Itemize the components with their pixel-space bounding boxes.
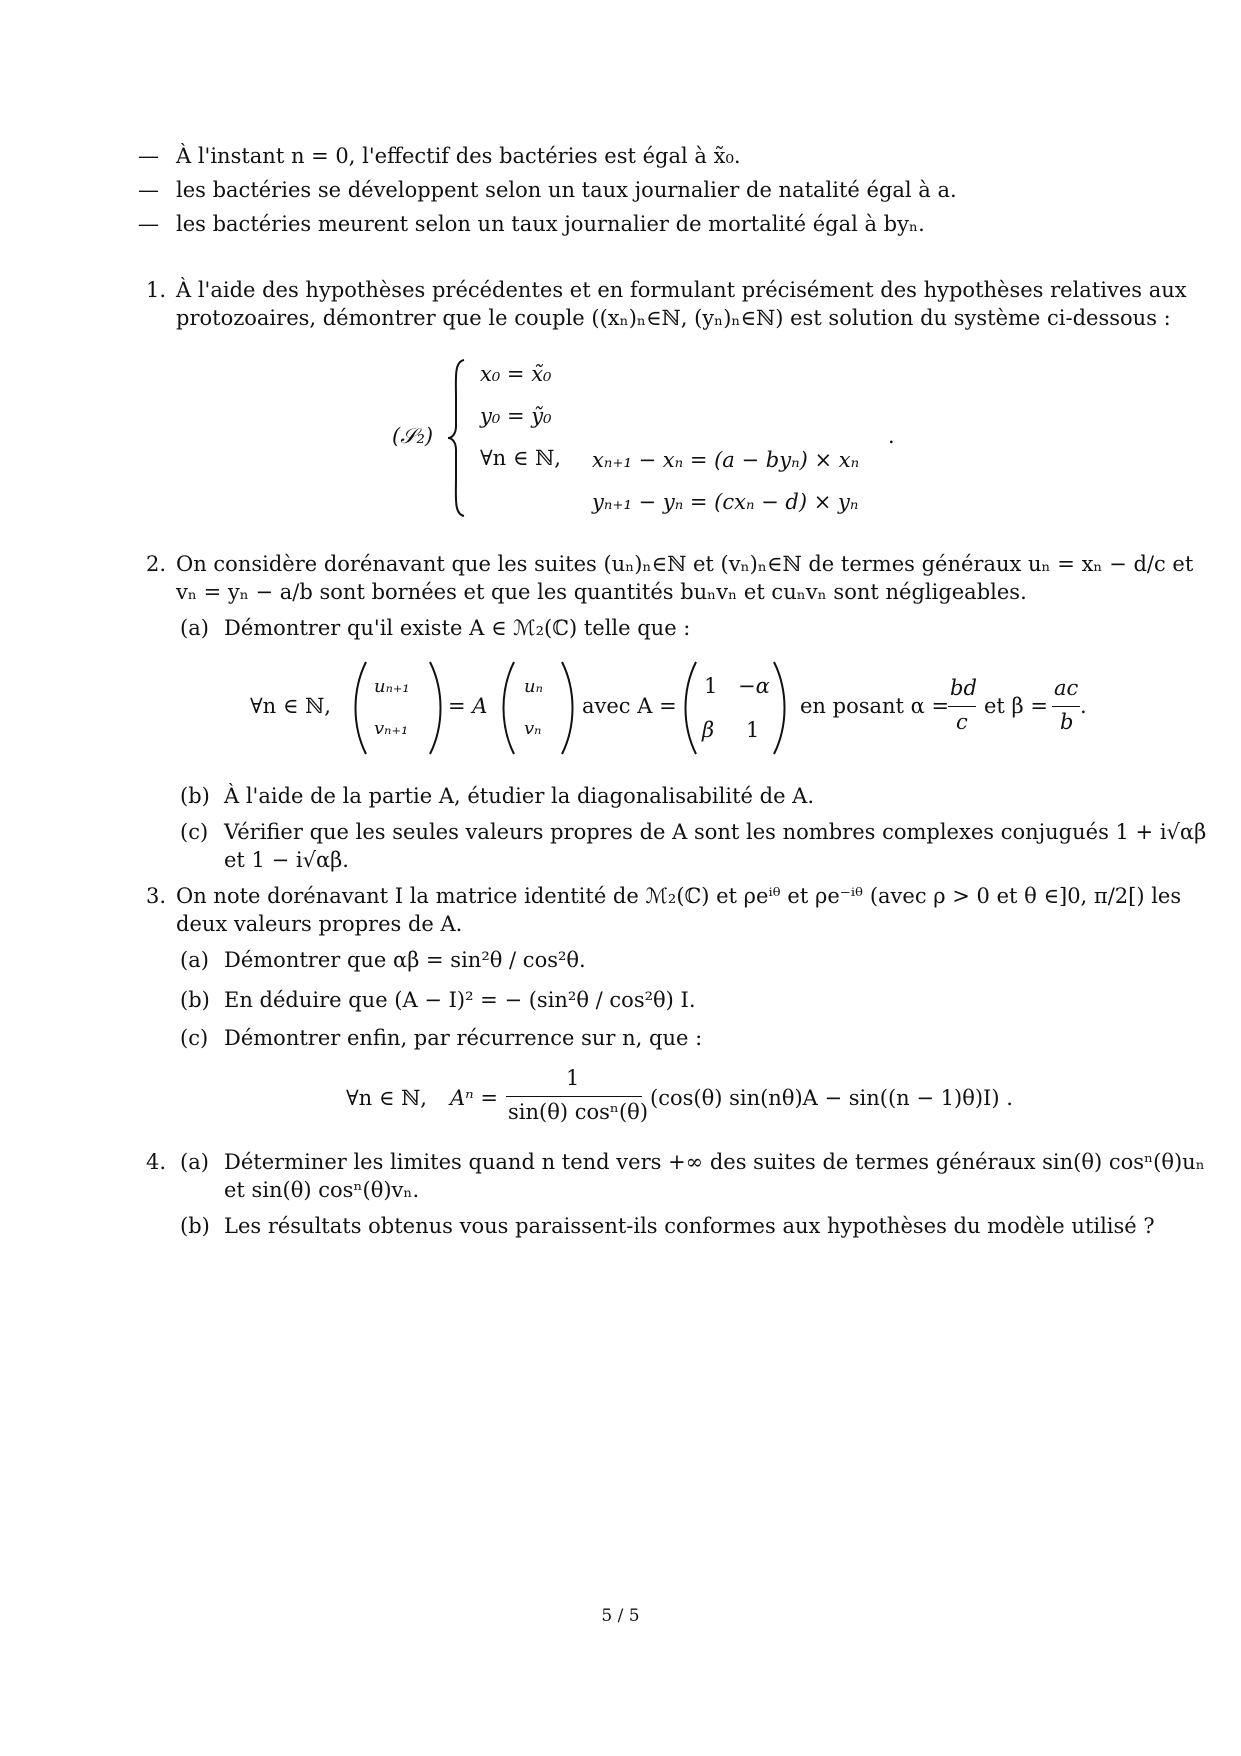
- bullet-item: les bactéries meurent selon un taux journalier de mortalité égal à byₙ.: [176, 212, 925, 236]
- system-line-y-recurrence: yₙ₊₁ − yₙ = (cxₙ − d) × yₙ: [592, 490, 859, 514]
- question-text: On considère dorénavant que les suites (uₙ)ₙ∈ℕ et (vₙ)ₙ∈ℕ de termes généraux uₙ = xₙ − d/c et: [176, 552, 1194, 576]
- bullet-item: À l'instant n = 0, l'effectif des bactéries est égal à x̃₀.: [176, 144, 741, 168]
- matrix-a11: 1: [704, 674, 718, 698]
- question-text: À l'aide des hypothèses précédentes et en formulant précisément des hypothèses relatives aux: [176, 278, 1187, 302]
- subquestion-text: Déterminer les limites quand n tend vers +∞ des suites de termes généraux sin(θ) cosⁿ(θ)uₙ: [224, 1150, 1205, 1174]
- subquestion-label: (c): [180, 820, 209, 844]
- question-number: 4.: [146, 1150, 167, 1174]
- formula-numerator: 1: [566, 1066, 580, 1090]
- system-end-dot: .: [888, 424, 895, 448]
- left-paren: [684, 660, 698, 756]
- formula-denominator: sin(θ) cosⁿ(θ): [508, 1100, 649, 1124]
- question-text: protozoaires, démontrer que le couple ((xₙ)ₙ∈ℕ, (yₙ)ₙ∈ℕ) est solution du système ci-dessous :: [176, 306, 1171, 330]
- subquestion-text: et 1 − i√αβ.: [224, 848, 349, 872]
- formula-forall: ∀n ∈ ℕ,: [346, 1086, 427, 1110]
- system-line-x-recurrence: xₙ₊₁ − xₙ = (a − byₙ) × xₙ: [592, 448, 860, 472]
- formula-lhs: Aⁿ =: [450, 1086, 498, 1110]
- question-text: vₙ = yₙ − a/b sont bornées et que les quantités buₙvₙ et cuₙvₙ sont négligeables.: [176, 580, 1027, 604]
- matrix-a21: β: [702, 718, 715, 742]
- formula-rhs: (cos(θ) sin(nθ)A − sin((n − 1)θ)I) .: [650, 1086, 1013, 1110]
- vec-v: vₙ: [524, 718, 542, 739]
- eq-equals-A: = A: [448, 694, 488, 718]
- left-paren: [502, 660, 516, 756]
- question-number: 3.: [146, 884, 167, 908]
- bullet-item: les bactéries se développent selon un taux journalier de natalité égal à a.: [176, 178, 957, 202]
- alpha-denominator: c: [956, 710, 968, 734]
- question-text: On note dorénavant I la matrice identité de ℳ₂(ℂ) et ρeⁱᶿ et ρe⁻ⁱᶿ (avec ρ > 0 et θ ∈]0, π/2[) les: [176, 884, 1182, 908]
- subquestion-label: (a): [180, 1150, 209, 1174]
- subquestion-label: (b): [180, 1214, 210, 1238]
- left-paren: [354, 660, 368, 756]
- matrix-a22: 1: [746, 718, 760, 742]
- subquestion-text: Démontrer que αβ = sin²θ / cos²θ.: [224, 948, 586, 972]
- question-text: deux valeurs propres de A.: [176, 912, 463, 936]
- bullet-marker: —: [138, 178, 159, 202]
- subquestion-label: (b): [180, 784, 210, 808]
- en-posant-alpha: en posant α =: [800, 694, 950, 718]
- question-number: 1.: [146, 278, 167, 302]
- vec-v-next: vₙ₊₁: [374, 718, 409, 739]
- subquestion-text: Démontrer qu'il existe A ∈ ℳ₂(ℂ) telle que :: [224, 616, 691, 640]
- system-label: (𝒮₂): [392, 424, 434, 448]
- system-line-y0: y₀ = ỹ₀: [480, 404, 552, 428]
- question-number: 2.: [146, 552, 167, 576]
- bullet-marker: —: [138, 144, 159, 168]
- subquestion-label: (b): [180, 988, 210, 1012]
- subquestion-text: Vérifier que les seules valeurs propres de A sont les nombres complexes conjugués 1 + i√αβ: [224, 820, 1207, 844]
- right-paren: [560, 660, 574, 756]
- alpha-numerator: bd: [950, 676, 977, 700]
- avec-A: avec A =: [582, 694, 677, 718]
- right-paren: [772, 660, 786, 756]
- subquestion-label: (c): [180, 1026, 209, 1050]
- vec-u-next: uₙ₊₁: [374, 676, 410, 697]
- subquestion-text: À l'aide de la partie A, étudier la diagonalisabilité de A.: [224, 784, 815, 808]
- matrix-a12: −α: [738, 674, 770, 698]
- formula-fraction-bar: [506, 1096, 642, 1097]
- system-line-x0: x₀ = x̃₀: [480, 362, 552, 386]
- eq-forall: ∀n ∈ ℕ,: [250, 694, 331, 718]
- subquestion-text: En déduire que (A − I)² = − (sin²θ / cos²θ) I.: [224, 988, 696, 1012]
- left-brace: [446, 358, 468, 518]
- subquestion-label: (a): [180, 948, 209, 972]
- right-paren: [428, 660, 442, 756]
- vec-u: uₙ: [524, 676, 543, 697]
- page-number: 5 / 5: [601, 1606, 640, 1626]
- subquestion-text: et sin(θ) cosⁿ(θ)vₙ.: [224, 1178, 420, 1202]
- beta-fraction-bar: [1052, 706, 1080, 707]
- subquestion-text: Démontrer enfin, par récurrence sur n, que :: [224, 1026, 703, 1050]
- subquestion-label: (a): [180, 616, 209, 640]
- bullet-marker: —: [138, 212, 159, 236]
- et-beta: et β =: [984, 694, 1048, 718]
- beta-numerator: ac: [1054, 676, 1079, 700]
- beta-denominator: b: [1060, 710, 1074, 734]
- eq-end-dot: .: [1080, 694, 1087, 718]
- subquestion-text: Les résultats obtenus vous paraissent-ils conformes aux hypothèses du modèle utilisé ?: [224, 1214, 1155, 1238]
- system-forall: ∀n ∈ ℕ,: [480, 446, 561, 470]
- alpha-fraction-bar: [948, 706, 976, 707]
